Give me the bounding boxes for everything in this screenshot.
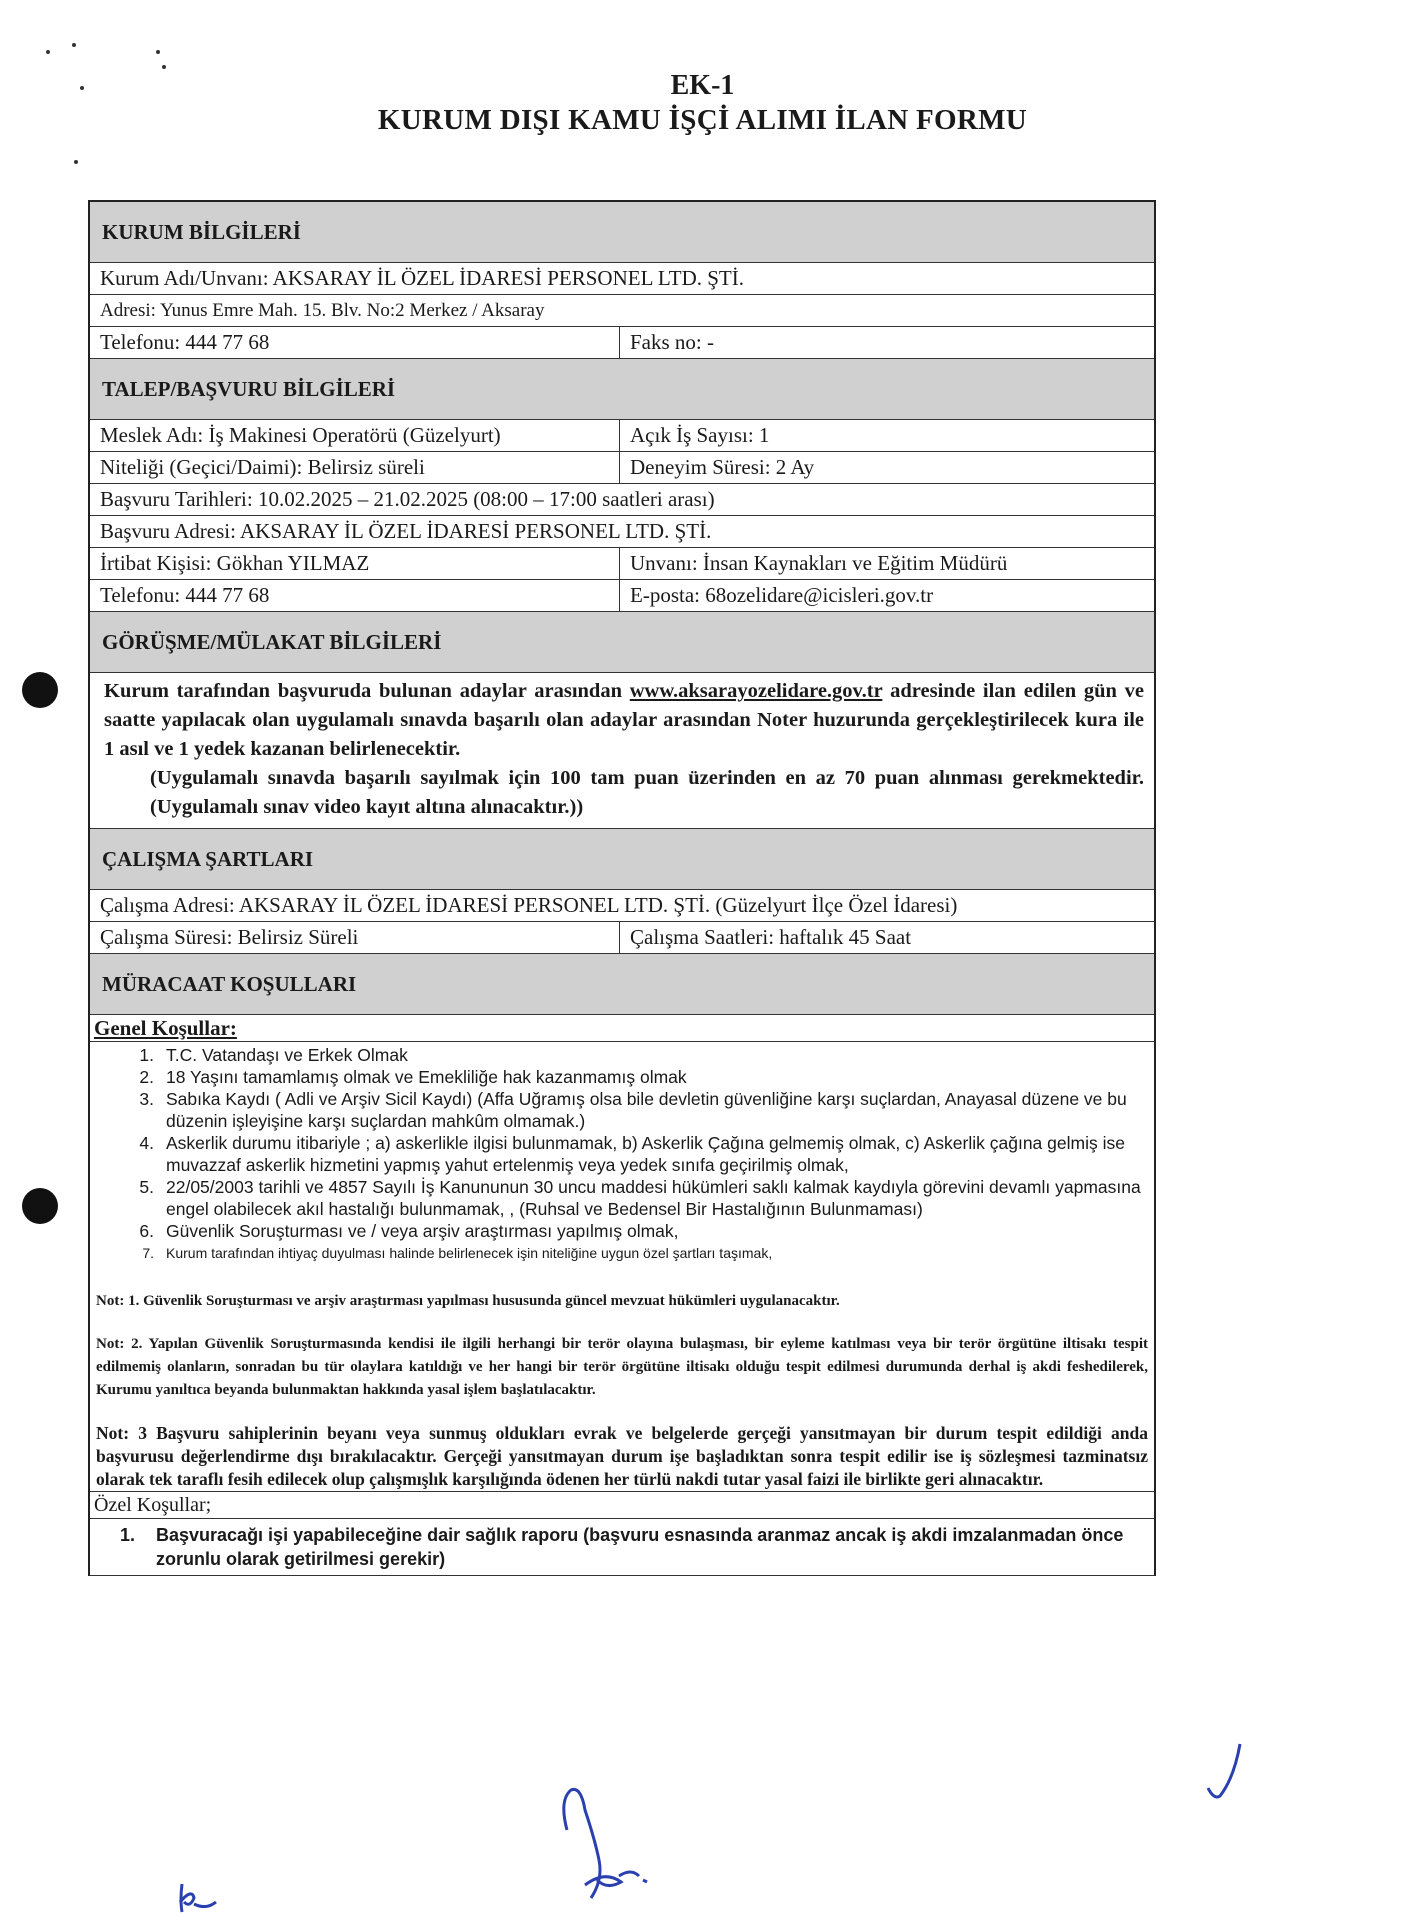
calisma-header: ÇALIŞMA ŞARTLARI <box>90 829 1154 889</box>
gorusme-text-a: Kurum tarafından başvuruda bulunan adaylar arasından <box>104 680 630 702</box>
condition-number: 4. <box>139 1133 154 1153</box>
ozel-kosullar-list <box>90 1519 1154 1575</box>
scan-speck <box>46 50 50 54</box>
signature-handwritten <box>545 1780 665 1915</box>
irtibat-unvani: Unvanı: İnsan Kaynakları ve Eğitim Müdürü <box>630 551 1008 575</box>
talep-email: E-posta: 68ozelidare@icisleri.gov.tr <box>630 583 934 607</box>
condition-text: T.C. Vatandaşı ve Erkek Olmak <box>166 1045 408 1065</box>
condition-text: Güvenlik Soruşturması ve / veya arşiv araştırması yapılmış olmak, <box>166 1221 679 1241</box>
condition-number: 3. <box>139 1089 154 1109</box>
calisma-suresi: Çalışma Süresi: Belirsiz Süreli <box>90 922 620 953</box>
acik-is-sayisi: Açık İş Sayısı: 1 <box>630 423 770 447</box>
condition-number: 7. <box>142 1245 154 1261</box>
scan-speck <box>72 43 76 47</box>
condition-text: Kurum tarafından ihtiyaç duyulması halinde belirlenecek işin niteliğine uygun özel şartları taşımak, <box>166 1245 773 1261</box>
condition-text: Sabıka Kaydı ( Adli ve Arşiv Sicil Kaydı) (Affa Uğramış olsa bile devletin güvenliğine karşı suçlardan, Anayasal düzene ve bu düzenin işleyişine karşı suçlardan mahkûm olmamak.) <box>166 1089 1127 1131</box>
basvuru-tarihleri: Başvuru Tarihleri: 10.02.2025 – 21.02.2025 (08:00 – 17:00 saatleri arası) <box>100 487 715 511</box>
condition-number: 5. <box>139 1177 154 1197</box>
note-3: Not: 3 Başvuru sahiplerinin beyanı veya sunmuş oldukları evrak ve belgelerde gerçeği yansıtmayan bir durum tespit edildiği anda başvurusu değerlendirme dışı bırakılacaktır. Gerçeği yansıtmayan durum işe başladıktan sonra tespit edilir ise iş sözleşmesi tazminatsız olarak tek taraflı fesih edilecek olup çalışmışlık karşılığında ödenen her türlü nakdi tutar yasal faizi ile birlikte geri alınacaktır. <box>96 1423 1148 1489</box>
condition-item <box>110 1176 1144 1220</box>
ozel-kosul-text: Başvuracağı işi yapabileceğine dair sağlık raporu (başvuru esnasında aranmaz ancak iş akdi imzalanmadan önce zorunlu olarak getirilmesi gerekir) <box>156 1525 1124 1569</box>
condition-text: Askerlik durumu itibariyle ; a) askerlikle ilgisi bulunmamak, b) Askerlik Çağına gelmemiş olmak, c) Askerlik çağına gelmiş ise muvazzaf askerlik hizmetini yapmış yahut ertelenmiş veya yedek sınıfa geçirilmiş olmak, <box>166 1133 1125 1175</box>
kurum-name: Kurum Adı/Unvanı: AKSARAY İL ÖZEL İDARESİ PERSONEL LTD. ŞTİ. <box>100 266 745 290</box>
meslek-adi: Meslek Adı: İş Makinesi Operatörü (Güzelyurt) <box>90 420 620 451</box>
condition-item <box>110 1088 1144 1132</box>
genel-kosullar-title: Genel Koşullar: <box>94 1016 237 1040</box>
form-annex-label: EK-1 <box>670 70 735 101</box>
condition-item <box>110 1066 1144 1088</box>
muracaat-header: MÜRACAAT KOŞULLARI <box>90 954 1154 1014</box>
checkmark-handwritten <box>1200 1738 1260 1808</box>
irtibat-kisisi: İrtibat Kişisi: Gökhan YILMAZ <box>90 548 620 579</box>
kurum-header: KURUM BİLGİLERİ <box>90 202 1154 262</box>
condition-item <box>110 1220 1144 1242</box>
condition-number: 2. <box>139 1067 154 1087</box>
talep-phone: Telefonu: 444 77 68 <box>90 580 620 611</box>
condition-item <box>110 1242 1144 1264</box>
deneyim-suresi: Deneyim Süresi: 2 Ay <box>630 455 815 479</box>
genel-kosullar-list <box>90 1042 1154 1270</box>
scan-speck <box>162 65 166 69</box>
scan-speck <box>80 86 84 90</box>
form-title: KURUM DIŞI KAMU İŞÇİ ALIMI İLAN FORMU <box>377 104 1028 136</box>
note-2: Not: 2. Yapılan Güvenlik Soruşturmasında kendisi ile ilgili herhangi bir terör olayına bulaşması, bir eyleme katılması veya bir terör örgütüne iltisakı tespit edilmemiş olanların, sonradan bu tür olaylara katıldığı ve her hangi bir terör örgütüne iltisakı olduğu tespit edilmesi durumunda derhal iş akdi feshedilerek, Kurumu yanıltıca beyanda bulunmaktan hakkında yasal işlem başlatılacaktır. <box>96 1336 1148 1398</box>
talep-header: TALEP/BAŞVURU BİLGİLERİ <box>90 359 1154 419</box>
gorusme-header: GÖRÜŞME/MÜLAKAT BİLGİLERİ <box>90 612 1154 672</box>
condition-number: 6. <box>139 1221 154 1241</box>
condition-text: 18 Yaşını tamamlamış olmak ve Emekliliğe hak kazanmamış olmak <box>166 1067 687 1087</box>
scan-speck <box>74 160 78 164</box>
ozel-kosul-number: 1. <box>120 1525 136 1545</box>
gorusme-text-b: adresinde ilan edilen gün ve saatte yapılacak olan uygulamalı sınavda başarılı olan adaylar arasından Noter huzurunda gerçekleştirilecek kura ile 1 asıl ve 1 yedek kazanan belirlenecektir. <box>104 680 1144 760</box>
punch-hole-bottom <box>22 1188 58 1224</box>
kurum-phone: Telefonu: 444 77 68 <box>90 327 620 358</box>
initials-handwritten <box>176 1880 226 1916</box>
kurum-fax: Faks no: - <box>630 330 714 354</box>
condition-number: 1. <box>139 1045 154 1065</box>
job-posting-form <box>88 200 1156 1576</box>
kurum-address: Adresi: Yunus Emre Mah. 15. Blv. No:2 Merkez / Aksaray <box>100 300 545 321</box>
basvuru-adresi: Başvuru Adresi: AKSARAY İL ÖZEL İDARESİ PERSONEL LTD. ŞTİ. <box>100 519 712 543</box>
condition-item <box>110 1132 1144 1176</box>
condition-text: 22/05/2003 tarihli ve 4857 Sayılı İş Kanununun 30 uncu maddesi hükümleri saklı kalmak kaydıyla görevini devamlı yapmasına engel olabilecek akıl hastalığı bulunmamak, , (Ruhsal ve Bedensel Bir Hastalığının Bulunmaması) <box>166 1177 1141 1219</box>
punch-hole-top <box>22 672 58 708</box>
calisma-saatleri: Çalışma Saatleri: haftalık 45 Saat <box>630 925 912 949</box>
note-1: Not: 1. Güvenlik Soruşturması ve arşiv araştırması yapılması hususunda güncel mevzuat hükümleri uygulanacaktır. <box>96 1293 840 1309</box>
ozel-kosullar-title: Özel Koşullar; <box>94 1494 212 1516</box>
ozel-kosul-item <box>90 1519 1154 1575</box>
gorusme-website-link[interactable]: www.aksarayozelidare.gov.tr <box>629 680 883 702</box>
gorusme-score-note: (Uygulamalı sınavda başarılı sayılmak için 100 tam puan üzerinden en az 70 puan alınması gerekmektedir. (Uygulamalı sınav video kayıt altına alınacaktır.)) <box>150 767 1144 818</box>
condition-item <box>110 1044 1144 1066</box>
gorusme-text <box>90 673 1154 828</box>
niteligi: Niteliği (Geçici/Daimi): Belirsiz süreli <box>90 452 620 483</box>
calisma-adresi: Çalışma Adresi: AKSARAY İL ÖZEL İDARESİ PERSONEL LTD. ŞTİ. (Güzelyurt İlçe Özel İdaresi) <box>100 893 958 917</box>
scan-speck <box>156 50 160 54</box>
